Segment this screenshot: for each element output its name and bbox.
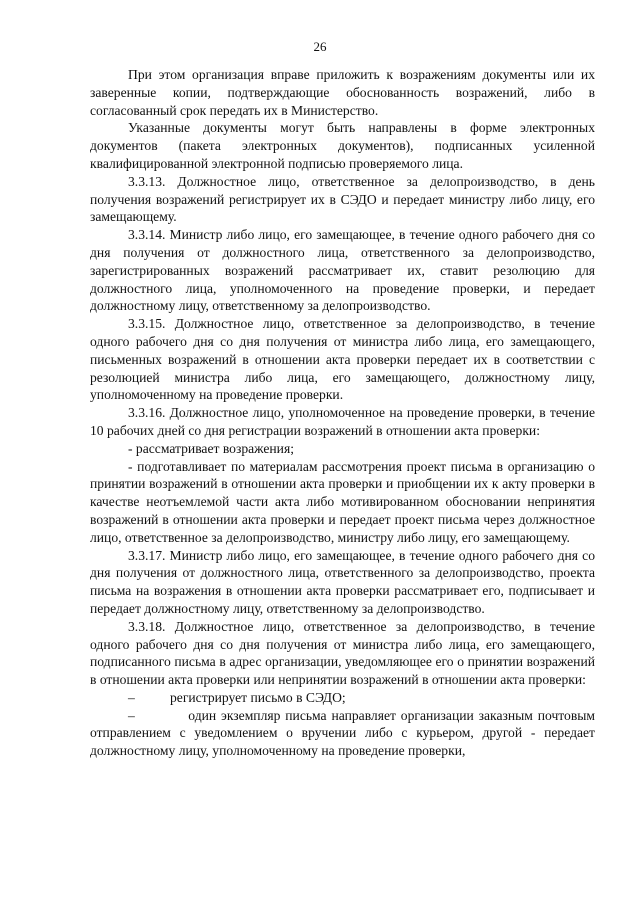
clause-3-3-17: 3.3.17. Министр либо лицо, его замещающее, в течение одного рабочего дня со дня получения от должностного лица, ответственного за делопроизводство, проекта письма на возражения в отношении акта проверки рассматривает его, подписывает и передает должностному лицу, ответственному за делопроизводство.	[90, 547, 595, 616]
clause-3-3-16: 3.3.16. Должностное лицо, уполномоченное на проведение проверки, в течение 10 рабочих дней со дня регистрации возражений в отношении акта проверки:	[90, 405, 595, 438]
clause-3-3-13: 3.3.13. Должностное лицо, ответственное за делопроизводство, в день получения возражений регистрирует их в СЭДО и передает министру либо лицу, его замещающему.	[90, 173, 595, 225]
clause-3-3-15: 3.3.15. Должностное лицо, ответственное за делопроизводство, в течение одного рабочего дня со дня получения от министра либо лица, его замещающего, письменных возражений в отношении акта проверки передает их в соответствии с резолюцией министра либо лица, его замещающего, должностному лицу, уполномоченному на проведение проверки.	[90, 316, 595, 403]
paragraph-objections-documents: При этом организация вправе приложить к возражениям документы или их заверенные копии, подтверждающие обоснованность возражений, либо в согласованный срок передать их в Министерство.	[90, 67, 595, 118]
list-item-prepares-draft-letter: - подготавливает по материалам рассмотрения проект письма в организацию о принятии возражений в отношении акта проверки и приобщении их к акту проверки в качестве неотъемлемой части акта либо мотивированном обосновании непринятия возражений в отношении акта проверки и передает проект письма через должностное лицо, ответственное за делопроизводство, министру либо лицу, его замещающему.	[90, 458, 595, 545]
dash-marker: –	[128, 707, 135, 723]
dash-list-text: один экземпляр письма направляет организации заказным почтовым отправлением с уведомлением о вручении либо с курьером, другой - передает должностному лицу, уполномоченному на проведение проверки,	[90, 707, 595, 759]
dash-list-item	[90, 689, 595, 707]
dash-spacer	[135, 708, 189, 723]
list-item-reviews-objections: - рассматривает возражения;	[128, 440, 294, 456]
dash-list-text: регистрирует письмо в СЭДО;	[170, 689, 346, 705]
clause-3-3-14: 3.3.14. Министр либо лицо, его замещающее, в течение одного рабочего дня со дня получения от должностного лица, ответственного за делопроизводство, зарегистрированных возражений рассматривает их, ставит резолюцию для должностного лица, уполномоченного на проведение проверки, и передает должностному лицу, ответственному за делопроизводство.	[90, 227, 595, 314]
page-number: 26	[313, 39, 327, 54]
dash-list-item-sends-letter	[90, 707, 595, 760]
dash-marker: –	[128, 689, 135, 705]
document-body	[90, 66, 595, 760]
paragraph-electronic-documents: Указанные документы могут быть направлены в форме электронных документов (пакета электронных документов), подписанных усиленной квалифицированной электронной подписью проверяемого лица.	[90, 120, 595, 171]
clause-3-3-18: 3.3.18. Должностное лицо, ответственное за делопроизводство, в течение одного рабочего дня со дня получения от министра либо лица, его замещающего, подписанного письма в адрес организации, уведомляющее его о принятии возражений в отношении акта проверки или непринятии возражений в отношении акта проверки:	[90, 618, 595, 688]
